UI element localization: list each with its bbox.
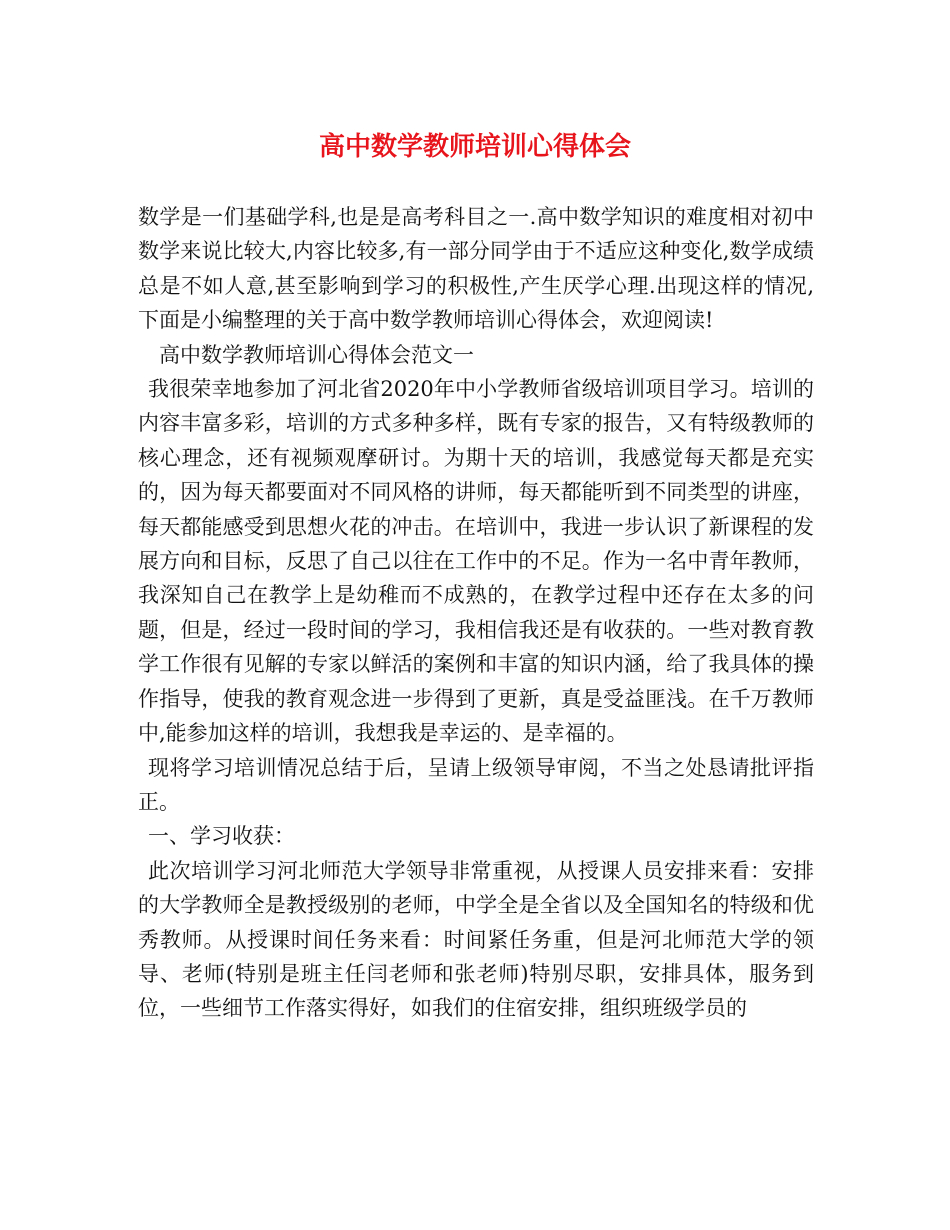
document-body xyxy=(138,200,814,1026)
intro-paragraph: 数学是一们基础学科,也是是高考科目之一.高中数学知识的难度相对初中数学来说比较大,内容比较多,有一部分同学由于不适应这种变化,数学成绩总是不如人意,甚至影响到学习的积极性,产生厌学心理.出现这样的情况,下面是小编整理的关于高中数学教师培训心得体会，欢迎阅读! xyxy=(138,205,814,333)
body-paragraph: 现将学习培训情况总结于后，呈请上级领导审阅，不当之处恳请批评指正。 xyxy=(138,755,814,814)
body-paragraph: 我很荣幸地参加了河北省2020年中小学教师省级培训项目学习。培训的内容丰富多彩，培训的方式多种多样，既有专家的报告，又有特级教师的核心理念，还有视频观摩研讨。为期十天的培训，我感觉每天都是充实的，因为每天都要面对不同风格的讲师，每天都能听到不同类型的讲座，每天都能感受到思想火花的冲击。在培训中，我进一步认识了新课程的发展方向和目标，反思了自己以往在工作中的不足。作为一名中青年教师，我深知自己在教学上是幼稚而不成熟的，在教学过程中还存在太多的问题，但是，经过一段时间的学习，我相信我还是有收获的。一些对教育教学工作很有见解的专家以鲜活的案例和丰富的知识内涵，给了我具体的操作指导，使我的教育观念进一步得到了更新，真是受益匪浅。在千万教师中,能参加这样的培训，我想我是幸运的、是幸福的。 xyxy=(138,377,814,746)
section-heading: 一、学习收获： xyxy=(148,824,295,849)
body-paragraph: 此次培训学习河北师范大学领导非常重视，从授课人员安排来看：安排的大学教师全是教授级别的老师，中学全是全省以及全国知名的特级和优秀教师。从授课时间任务来看：时间紧任务重，但是河北师范大学的领导、老师(特别是班主任闫老师和张老师)特别尽职，安排具体，服务到位，一些细节工作落实得好，如我们的住宿安排，组织班级学员的 xyxy=(138,858,814,1021)
document-title: 高中数学教师培训心得体会 xyxy=(318,132,631,162)
section-subtitle: 高中数学教师培训心得体会范文一 xyxy=(159,342,474,367)
